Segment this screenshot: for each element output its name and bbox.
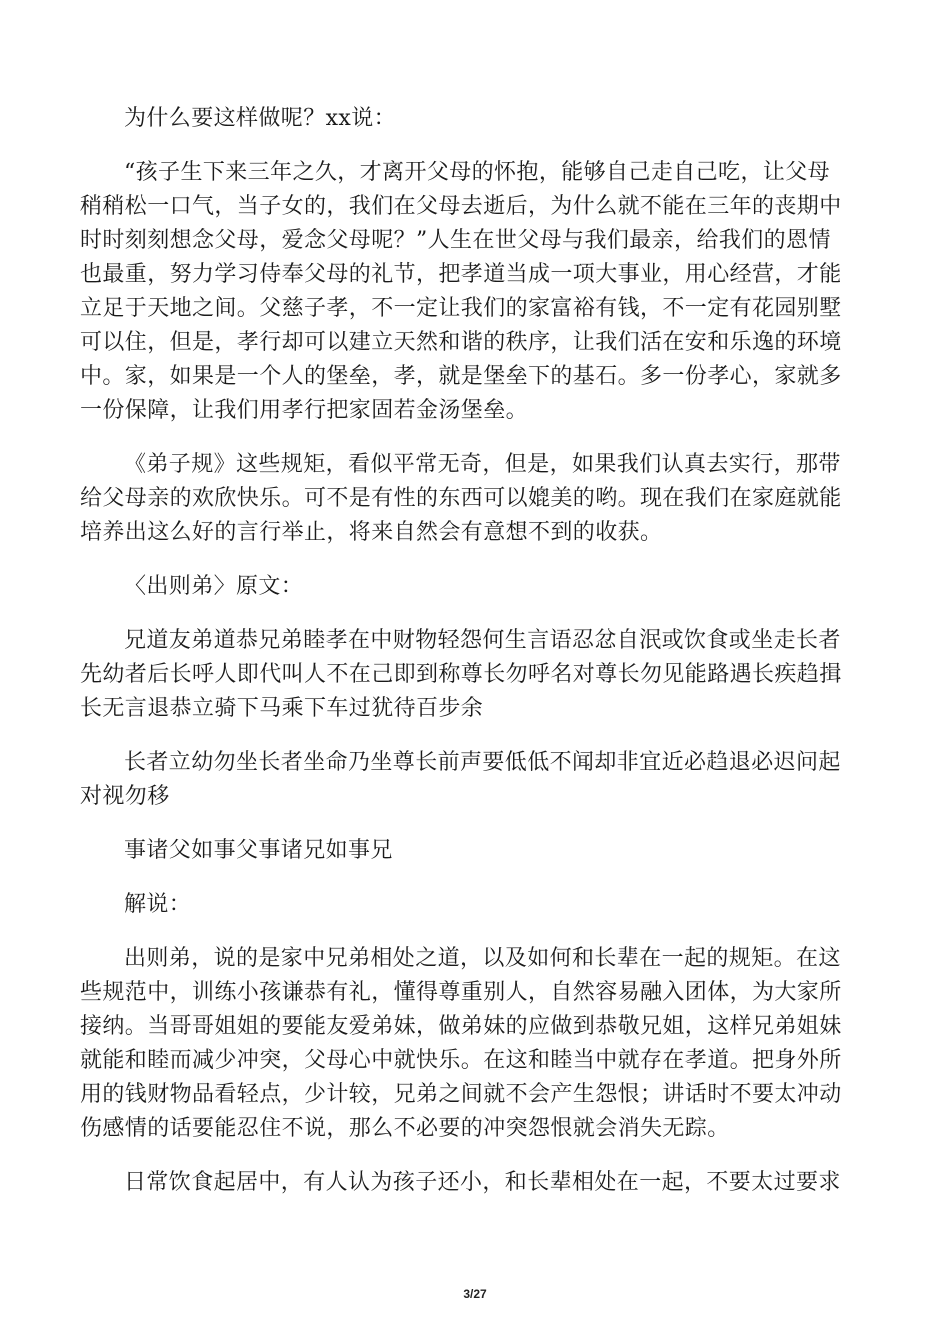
paragraph-original-text-2: 长者立幼勿坐长者坐命乃坐尊长前声要低低不闻却非宜近必趋退必迟问起对视勿移 xyxy=(80,750,841,809)
paragraph-original-text-1: 兄道友弟道恭兄弟睦孝在中财物轻怨何生言语忍忿自泯或饮食或坐走长者先幼者后长呼人即代叫人不在己即到称尊长勿呼名对尊长勿见能路遇长疾趋揖长无言退恭立骑下马乘下车过犹待百步余 xyxy=(80,628,842,721)
paragraph-dizigui-rules: 《弟子规》这些规矩，看似平常无奇，但是，如果我们认真去实行，那带给父母亲的欢欣快乐。可不是有性的东西可以媲美的哟。现在我们在家庭就能培养出这么好的言行举止，将来自然会有意想不到的收获。 xyxy=(80,452,842,545)
paragraph-filial-piety: “孩子生下来三年之久，才离开父母的怀抱，能够自己走自己吃，让父母稍稍松一口气，当子女的，我们在父母去逝后，为什么就不能在三年的丧期中时时刻刻想念父母，爱念父母呢？”人生在世父母与我们最亲，给我们的恩情也最重，努力学习侍奉父母的礼节，把孝道当成一项大事业，用心经营，才能立足于天地之间。父慈子孝，不一定让我们的家富裕有钱，不一定有花园别墅可以住，但是，孝行却可以建立天然和谐的秩序，让我们活在安和乐逸的环境中。家，如果是一个人的堡垒，孝，就是堡垒下的基石。多一份孝心，家就多一份保障，让我们用孝行把家固若金汤堡垒。 xyxy=(80,160,842,423)
section-heading-explanation: 解说： xyxy=(124,892,192,917)
paragraph-original-text-3: 事诸父如事父事诸兄如事兄 xyxy=(124,838,393,863)
section-heading-chuzedi: 〈出则弟〉原文： xyxy=(124,574,304,599)
document-body xyxy=(80,102,842,1220)
page-number: 3/27 xyxy=(463,1287,487,1301)
paragraph-question: 为什么要这样做呢？xx说： xyxy=(124,106,397,131)
paragraph-explanation: 出则弟，说的是家中兄弟相处之道，以及如何和长辈在一起的规矩。在这些规范中，训练小孩谦恭有礼，懂得尊重别人，自然容易融入团体，为大家所接纳。当哥哥姐姐的要能友爱弟妹，做弟妹的应做到恭敬兄姐，这样兄弟姐妹就能和睦而减少冲突，父母心中就快乐。在这和睦当中就存在孝道。把身外所用的钱财物品看轻点，少计较，兄弟之间就不会产生怨恨；讲话时不要太冲动伤感情的话要能忍住不说，那么不必要的冲突怨恨就会消失无踪。 xyxy=(80,946,842,1141)
paragraph-daily-life: 日常饮食起居中，有人认为孩子还小，和长辈相处在一起，不要太过要求 xyxy=(124,1170,841,1195)
